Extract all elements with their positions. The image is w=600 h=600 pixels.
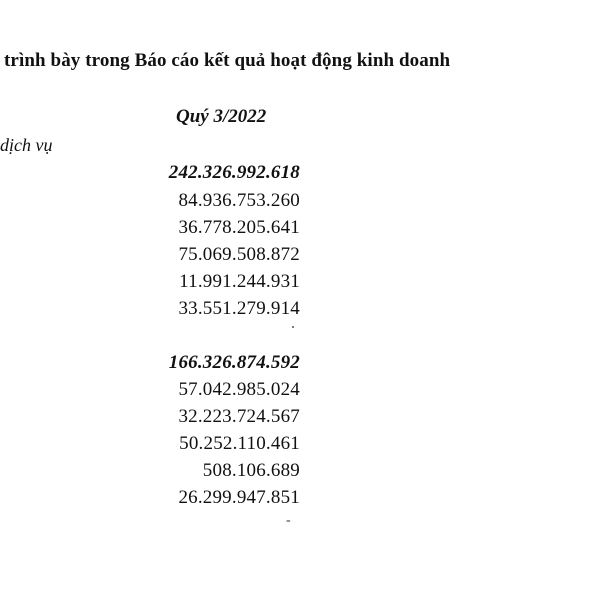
group2-amount-1: 57.042.985.024 (178, 379, 300, 400)
row-label-services: dịch vụ (0, 135, 53, 155)
group2-amount-2: 32.223.724.567 (178, 406, 300, 427)
group1-amount-3: 75.069.508.872 (178, 244, 300, 265)
group2-total-amount: 166.326.874.592 (168, 352, 300, 373)
group2-amount-4: 508.106.689 (202, 460, 300, 481)
group1-amount-2: 36.778.205.641 (178, 217, 300, 238)
group1-amount-5: 33.551.279.914 (178, 298, 300, 319)
section-heading: trình bày trong Báo cáo kết quả hoạt động kinh doanh (4, 50, 451, 71)
scan-speck (292, 326, 294, 328)
group1-amount-4: 11.991.244.931 (179, 271, 300, 292)
group2-amount-5: 26.299.947.851 (178, 487, 300, 508)
trailing-dash-mark: - (286, 513, 291, 528)
group2-amount-3: 50.252.110.461 (179, 433, 300, 454)
group1-amount-1: 84.936.753.260 (178, 190, 300, 211)
group1-total-amount: 242.326.992.618 (168, 162, 300, 183)
period-column-header: Quý 3/2022 (176, 106, 267, 127)
